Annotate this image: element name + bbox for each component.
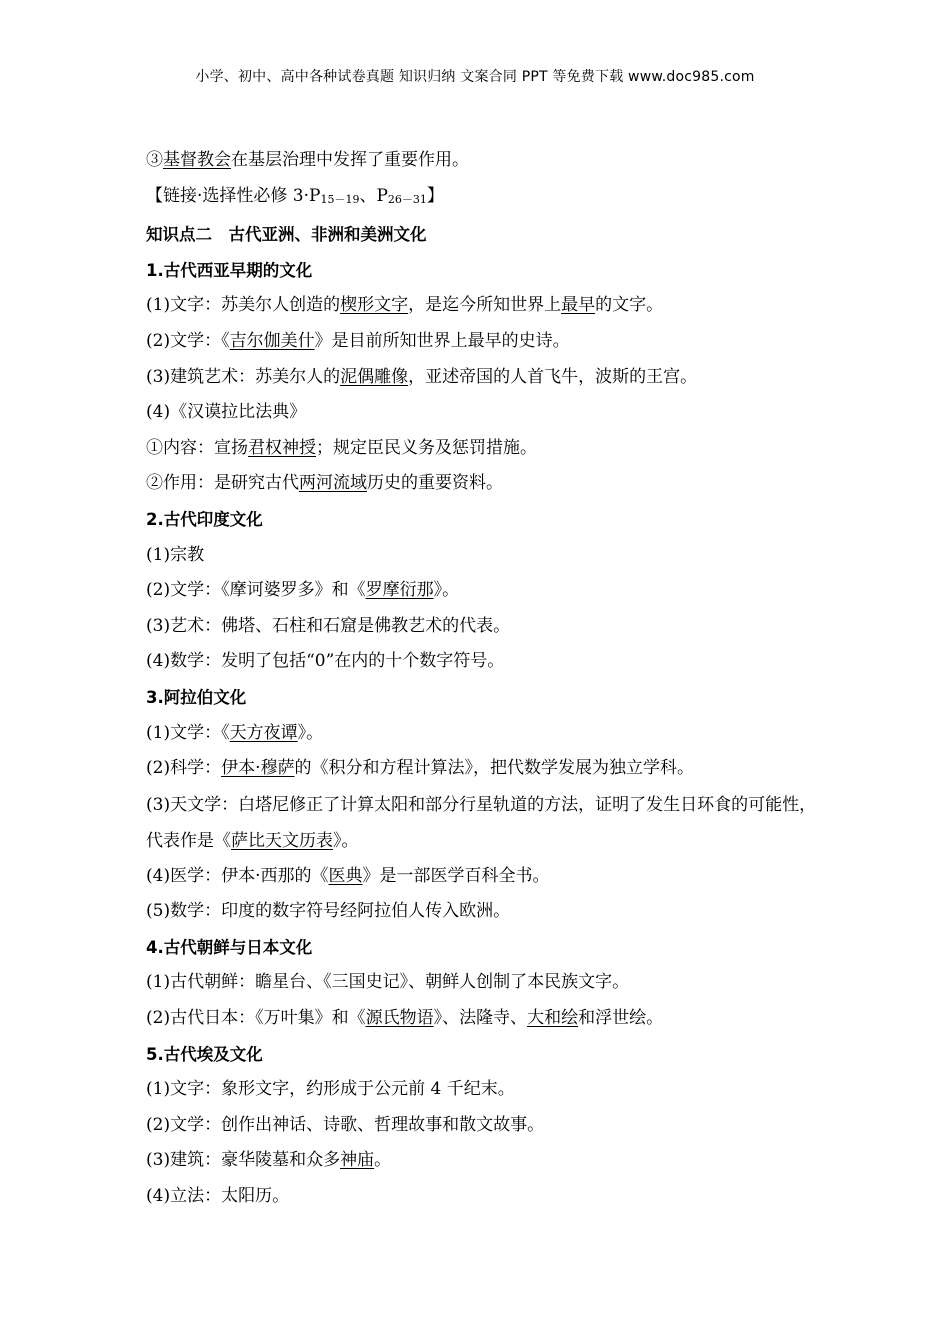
underlined-term: 吉尔伽美什 — [229, 330, 315, 351]
underlined-term: 罗摩衍那 — [365, 580, 434, 601]
text-line: (1)文学：《天方夜谭》。 — [146, 722, 324, 743]
subsection-heading: 3.阿拉伯文化 — [146, 687, 247, 707]
text-line: (2)科学：伊本·穆萨的《积分和方程计算法》，把代数学发展为独立学科。 — [146, 758, 694, 779]
subsection-heading: 1.古代西亚早期的文化 — [146, 260, 313, 280]
underlined-term: 医典 — [328, 865, 363, 886]
subsection-heading: 5.古代埃及文化 — [146, 1044, 263, 1064]
text-line: (3)建筑艺术：苏美尔人的泥偶雕像，亚述帝国的人首飞牛，波斯的王宫。 — [146, 366, 698, 387]
underlined-term: 萨比天文历表 — [231, 830, 333, 851]
text-line: (4)数学：发明了包括“0”在内的十个数字符号。 — [146, 651, 505, 672]
text-line: (1)文字：象形文字，约形成于公元前 4 千纪末。 — [146, 1079, 515, 1100]
text-line: (3)建筑：豪华陵墓和众多神庙。 — [146, 1150, 392, 1171]
text-line: ②作用：是研究古代两河流域历史的重要资料。 — [146, 473, 503, 494]
link-reference: 【链接·选择性必修 $3\cdot P_{15-19}$、$P_{26-31}$】 — [146, 185, 444, 206]
underlined-term: 伊本·穆萨 — [221, 758, 295, 779]
underlined-term: 神庙 — [340, 1150, 375, 1171]
text-line: (1)文字：苏美尔人创造的楔形文字，是迄今所知世界上最早的文字。 — [146, 295, 664, 316]
text-line: (4)《汉谟拉比法典》 — [146, 402, 307, 423]
text-line: (2)古代日本：《万叶集》和《源氏物语》、法隆寺、大和绘和浮世绘。 — [146, 1008, 664, 1029]
underlined-term: 君权神授 — [248, 437, 316, 458]
underlined-term: 两河流域 — [299, 473, 367, 494]
text-line: (4)立法：太阳历。 — [146, 1186, 290, 1207]
text-line: (3)天文学：白塔尼修正了计算太阳和部分行星轨道的方法，证明了发生日环食的可能性，代表作是《萨比天文历表》。 — [146, 794, 817, 851]
underlined-term: 最早 — [561, 295, 596, 316]
underlined-term: 楔形文字 — [340, 295, 409, 316]
text-line: (3)艺术：佛塔、石柱和石窟是佛教艺术的代表。 — [146, 615, 511, 636]
text-line: ①内容：宣扬君权神授；规定臣民义务及惩罚措施。 — [146, 437, 537, 458]
text-line: (2)文学：《吉尔伽美什》是目前所知世界上最早的史诗。 — [146, 330, 570, 351]
underlined-term: 泥偶雕像 — [340, 366, 409, 387]
text-line: (5)数学：印度的数字符号经阿拉伯人传入欧洲。 — [146, 901, 511, 922]
underlined-term: 基督教会 — [163, 150, 231, 170]
subsection-heading: 4.古代朝鲜与日本文化 — [146, 937, 313, 957]
subsection-heading: 2.古代印度文化 — [146, 509, 263, 529]
text-line: (4)医学：伊本·西那的《医典》是一部医学百科全书。 — [146, 865, 550, 886]
underlined-term: 源氏物语 — [365, 1008, 434, 1029]
underlined-term: 大和绘 — [527, 1008, 579, 1029]
text-line: (1)古代朝鲜：瞻星台、《三国史记》、朝鲜人创制了本民族文字。 — [146, 972, 630, 993]
text-line: ③基督教会在基层治理中发挥了重要作用。 — [146, 150, 469, 170]
underlined-term: 天方夜谭 — [229, 722, 298, 743]
text-line: (2)文学：《摩诃婆罗多》和《罗摩衍那》。 — [146, 580, 460, 601]
section-title: 知识点二 古代亚洲、非洲和美洲文化 — [146, 225, 427, 245]
text-line: (2)文学：创作出神话、诗歌、哲理故事和散文故事。 — [146, 1114, 545, 1135]
page-header: 小学、初中、高中各种试卷真题 知识归纳 文案合同 PPT 等免费下载 www.doc985.com — [195, 69, 755, 85]
document-body — [146, 143, 826, 1215]
text-line: (1)宗教 — [146, 544, 205, 565]
